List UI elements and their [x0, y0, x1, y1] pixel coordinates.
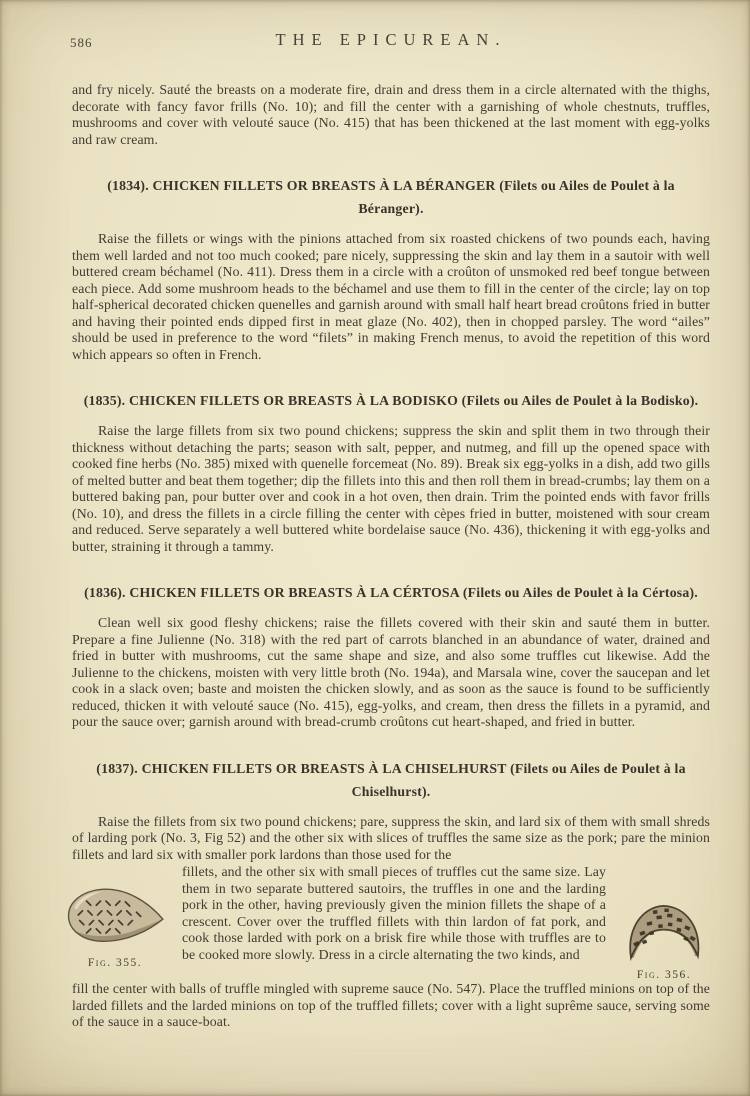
- recipe-section-1834: [72, 174, 710, 363]
- recipe-body: Clean well six good fleshy chickens; raise the fillets covered with their skin and sauté them in butter. Prepare a fine Julienne (No. 318) with the red part of carrots blanched in an abundance of water, drained and fried in butter with mushrooms, cut the same shape and size, and also some truffles cut likewise. Add the Julienne to the chickens, moisten with very little broth (No. 194a), and Marsala wine, cover the saucepan and let cook in a slack oven; baste and moisten the chicken slowly, and as soon as the sauce is found to be sufficiently reduced, thicken it with velouté sauce (No. 415), egg-yolks, and cream, then dress the fillets in a pyramid, and pour the sauce over; garnish around with bread-crumb croûtons cut heart-shaped, and fried in butter.: [72, 615, 710, 729]
- recipe-heading: (1834). CHICKEN FILLETS OR BREASTS À LA BÉRANGER (Filets ou Ailes de Poulet à la Béranger).: [107, 178, 675, 216]
- running-title: THE EPICUREAN.: [275, 30, 507, 49]
- figure-caption: Fig. 356.: [636, 969, 692, 981]
- recipe-body-before-figures: Raise the fillets from six two pound chickens; pare, suppress the skin, and lard six of them with small shreds of larding pork (No. 3, Fig 52) and the other six with slices of truffles the same size as the pork; pare the minion fillets and lard six with smaller pork lardons than those used for the: [72, 813, 710, 862]
- intro-paragraph: and fry nicely. Sauté the breasts on a moderate fire, drain and dress them in a circle alternated with the thighs, decorate with fancy favor frills (No. 10); and fill the center with a garnishing of whole chestnuts, truffles, mushrooms and cover with velouté sauce (No. 415) that has been thickened at the last moment with egg-yolks and raw cream.: [72, 82, 710, 147]
- larded-fillet-figure: [63, 878, 167, 952]
- figures-text-wrap: [72, 864, 710, 981]
- page-header: [72, 30, 710, 54]
- recipe-body: Raise the fillets or wings with the pinions attached from six roasted chickens of two pounds each, having them well larded and not too much cooked; pare nicely, suppressing the skin and lay them in a sautoir with well buttered cream béchamel (No. 411). Dress them in a circle with a croûton of unsmoked red beef tongue between each piece. Add some mushroom heads to the béchamel and use them to fill in the center of the circle; lay on top half-spherical decorated chicken quenelles and garnish around with small half heart bread croûtons fried in butter and having their pointed ends dipped first in meat glaze (No. 402), then in chopped parsley. The word “ailes” should be used in preference to the word “filets” in making French menus, to avoid the repetition of this word which appears so often in French.: [72, 231, 710, 362]
- figure-caption: Fig. 355.: [87, 957, 143, 969]
- recipe-section-1835: [72, 389, 710, 555]
- figure-355: [62, 864, 168, 969]
- recipe-heading: (1835). CHICKEN FILLETS OR BREASTS À LA BODISKO (Filets ou Ailes de Poulet à la Bodisko).: [83, 393, 699, 408]
- recipe-body: Raise the large fillets from six two pound chickens; suppress the skin and split them in two through their thickness without detaching the parts; season with salt, pepper, and nutmeg, and fill up the opened space with cooked fine herbs (No. 385) mixed with quenelle forcemeat (No. 89). Break six egg-yolks in a dish, add two gills of melted butter and beat them together; dip the fillets into this and then roll them in bread-crumbs; lay them on a buttered baking pan, pour butter over and cook in a hot oven, then drain. Trim the pointed ends with favor frills (No. 10), and dress the fillets in a circle filling the center with cèpes fried in butter, moistened with sour cream and reduced. Serve separately a well buttered white bordelaise sauce (No. 436), thickening it with egg-yolks and butter, straining it through a tammy.: [72, 423, 710, 554]
- recipe-heading: (1836). CHICKEN FILLETS OR BREASTS À LA CÉRTOSA (Filets ou Ailes de Poulet à la Cértosa).: [84, 585, 698, 600]
- page-content: [72, 30, 710, 1031]
- recipe-body-between-figures: fillets, and the other six with small pieces of truffles cut the same size. Lay them in two separate buttered sautoirs, the truffles in one and the larding pork in the other, having previously given the minion fillets the shape of a crescent. Cover over the truffled fillets with thin lardon of fat pork, and cook those larded with pork on a brisk fire while those with truffles are to be cooked more slowly. Dress in a circle alternating the two kinds, and: [182, 864, 606, 962]
- recipe-section-1836: [72, 581, 710, 731]
- page-number: 586: [70, 35, 93, 50]
- recipe-body-after-figures: fill the center with balls of truffle mingled with supreme sauce (No. 547). Place the truffled minions on top of the larded fillets and the larded minions on top of the truffled fillets; cover with a light suprême sauce, serving some of the sauce in a sauce-boat.: [72, 981, 710, 1029]
- figure-356: [618, 864, 710, 981]
- recipe-section-1837: [72, 757, 710, 1031]
- recipe-heading: (1837). CHICKEN FILLETS OR BREASTS À LA CHISELHURST (Filets ou Ailes de Poulet à la Chiselhurst).: [96, 760, 686, 799]
- truffled-crescent-figure: [622, 898, 706, 964]
